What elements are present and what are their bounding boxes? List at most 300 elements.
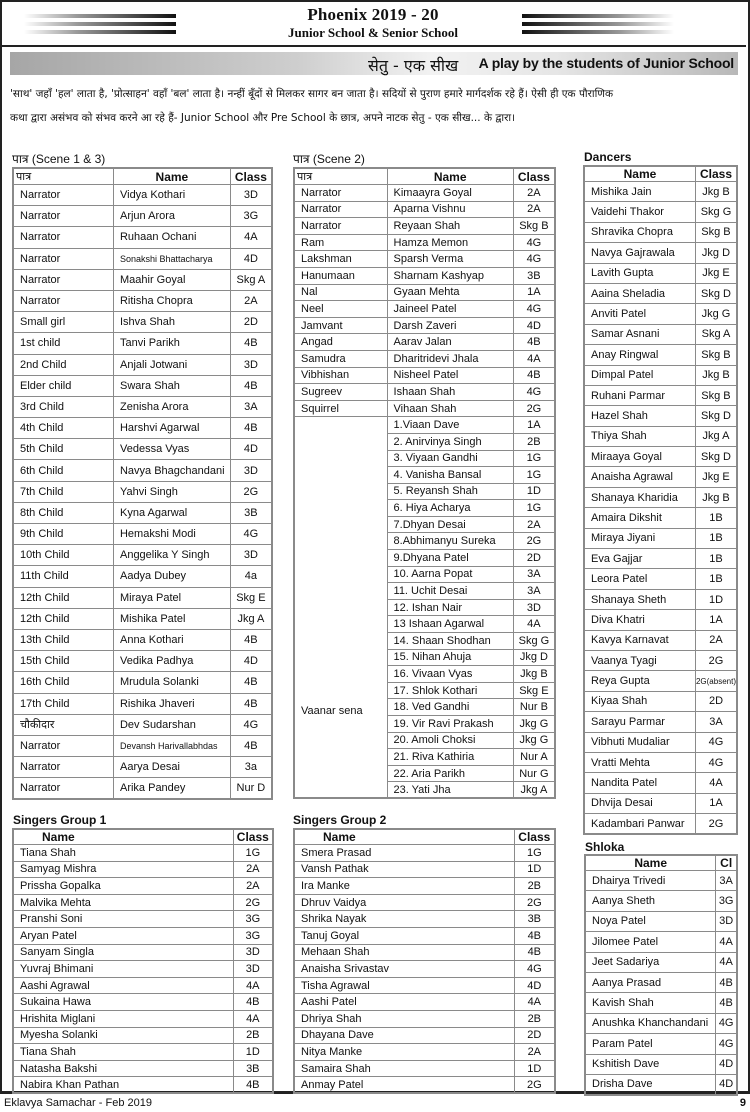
name-cell: Ishva Shah xyxy=(113,312,230,333)
singers1-title: Singers Group 1 xyxy=(13,813,107,827)
name-cell: Gyaan Mehta xyxy=(387,284,513,301)
class-cell: Skg D xyxy=(695,283,737,303)
role-cell: Hanumaan xyxy=(294,267,387,284)
name-cell: Reyaan Shah xyxy=(387,218,513,235)
name-cell: Hazel Shah xyxy=(584,406,695,426)
col-header-name: Name xyxy=(585,855,716,871)
name-cell: 11. Uchit Desai xyxy=(387,583,513,600)
table-row xyxy=(13,845,273,862)
name-cell: Tanvi Parikh xyxy=(113,333,230,354)
role-cell: 2nd Child xyxy=(13,354,113,375)
name-cell: Miraaya Goyal xyxy=(584,447,695,467)
class-cell: 2G xyxy=(513,400,555,417)
name-cell: Shravika Chopra xyxy=(584,222,695,242)
name-cell: Aparna Vishnu xyxy=(387,201,513,218)
play-tagline: A play by the students of Junior School xyxy=(478,55,734,71)
name-cell: Diva Khatri xyxy=(584,610,695,630)
class-cell: 2A xyxy=(513,201,555,218)
table-row xyxy=(13,481,272,502)
class-cell: 4B xyxy=(233,994,273,1011)
class-cell: 4D xyxy=(716,1054,737,1074)
table-row xyxy=(13,977,273,994)
class-cell: 3B xyxy=(230,502,272,523)
class-cell: 2B xyxy=(514,1010,555,1027)
table-row xyxy=(13,269,272,290)
role-cell: 11th Child xyxy=(13,566,113,587)
class-cell: 3A xyxy=(230,396,272,417)
singers2-title: Singers Group 2 xyxy=(293,813,387,827)
table-row xyxy=(294,1060,555,1077)
name-cell: Tisha Agrawal xyxy=(294,977,514,994)
name-cell: Sukaina Hawa xyxy=(13,994,233,1011)
name-cell: 21. Riva Kathiria xyxy=(387,749,513,766)
class-cell: 2B xyxy=(233,1027,273,1044)
role-cell: Narrator xyxy=(294,185,387,202)
name-cell: 14. Shaan Shodhan xyxy=(387,633,513,650)
col-header-class: Class xyxy=(230,168,272,185)
class-cell: 4D xyxy=(230,439,272,460)
masthead xyxy=(0,0,746,47)
intro-paragraph xyxy=(10,82,740,130)
name-cell: Aryan Patel xyxy=(13,927,233,944)
name-cell: Eva Gajjar xyxy=(584,549,695,569)
table-row xyxy=(13,994,273,1011)
name-cell: Malvika Mehta xyxy=(13,894,233,911)
table-row xyxy=(13,460,272,481)
table-row xyxy=(584,263,737,283)
name-cell: Drisha Dave xyxy=(585,1074,716,1094)
name-cell: Vaidehi Thakor xyxy=(584,202,695,222)
name-cell: Ruhaan Ochani xyxy=(113,227,230,248)
class-cell: 4D xyxy=(513,317,555,334)
class-cell: Skg A xyxy=(695,324,737,344)
name-cell: Sanyam Singla xyxy=(13,944,233,961)
name-cell: Kimaayra Goyal xyxy=(387,185,513,202)
table-row xyxy=(585,993,737,1013)
table-row xyxy=(294,961,555,978)
singers-group2-table xyxy=(293,828,556,1094)
table-row xyxy=(13,778,272,799)
name-cell: Yahvi Singh xyxy=(113,481,230,502)
table-row xyxy=(13,206,272,227)
table-row xyxy=(13,672,272,693)
role-cell: Narrator xyxy=(13,290,113,311)
class-cell: 2G(absent) xyxy=(695,671,737,691)
name-cell: Miraya Patel xyxy=(113,587,230,608)
class-cell: 3D xyxy=(230,545,272,566)
class-cell: 4A xyxy=(514,994,555,1011)
table-header-row xyxy=(584,166,737,182)
table-row xyxy=(13,1077,273,1094)
name-cell: Hrishita Miglani xyxy=(13,1010,233,1027)
name-cell: Lavith Gupta xyxy=(584,263,695,283)
class-cell: Skg D xyxy=(695,447,737,467)
table-row xyxy=(13,629,272,650)
table-row xyxy=(13,693,272,714)
class-cell: 2G xyxy=(695,650,737,670)
table-row xyxy=(584,752,737,772)
class-cell: Jkg D xyxy=(695,243,737,263)
table-row xyxy=(13,439,272,460)
name-cell: Darsh Zaveri xyxy=(387,317,513,334)
table-row xyxy=(294,977,555,994)
class-cell: 1G xyxy=(513,467,555,484)
name-cell: Harshvi Agarwal xyxy=(113,418,230,439)
role-cell: 9th Child xyxy=(13,524,113,545)
name-cell: Aarya Desai xyxy=(113,757,230,778)
name-cell: Arjun Arora xyxy=(113,206,230,227)
class-cell: Jkg A xyxy=(513,782,555,799)
class-cell: 2B xyxy=(513,433,555,450)
class-cell: 3G xyxy=(233,927,273,944)
class-cell: 2G xyxy=(514,894,555,911)
name-cell: Aanya Prasad xyxy=(585,972,716,992)
class-cell: 3A xyxy=(695,712,737,732)
table-row xyxy=(13,587,272,608)
name-cell: Anushka Khanchandani xyxy=(585,1013,716,1033)
class-cell: 4G xyxy=(230,524,272,545)
table-row xyxy=(584,243,737,263)
name-cell: Kyna Agarwal xyxy=(113,502,230,523)
class-cell: Jkg B xyxy=(695,182,737,202)
col-header-role: पात्र xyxy=(294,168,387,185)
name-cell: Aashi Agrawal xyxy=(13,977,233,994)
shloka-title: Shloka xyxy=(585,840,625,854)
class-cell: 2A xyxy=(695,630,737,650)
class-cell: 2A xyxy=(233,861,273,878)
role-cell: चौकीदार xyxy=(13,714,113,735)
class-cell: 3G xyxy=(230,206,272,227)
name-cell: Jeet Sadariya xyxy=(585,952,716,972)
name-cell: Dhairya Trivedi xyxy=(585,871,716,891)
table-row xyxy=(294,234,555,251)
name-cell: Prissha Gopalka xyxy=(13,878,233,895)
table-row xyxy=(13,1044,273,1061)
class-cell: Jkg G xyxy=(695,304,737,324)
name-cell: Jilomee Patel xyxy=(585,932,716,952)
table-row xyxy=(294,284,555,301)
class-cell: 4B xyxy=(230,375,272,396)
singers-group1-table xyxy=(12,828,274,1094)
table-row xyxy=(585,891,737,911)
page-number: 9 xyxy=(739,1097,746,1109)
table-row xyxy=(584,283,737,303)
role-cell: 8th Child xyxy=(13,502,113,523)
table-row xyxy=(13,502,272,523)
name-cell: Ishaan Shah xyxy=(387,384,513,401)
role-cell: 17th Child xyxy=(13,693,113,714)
class-cell: 2G xyxy=(695,814,737,834)
name-cell: 9.Dhyana Patel xyxy=(387,550,513,567)
name-cell: Anjali Jotwani xyxy=(113,354,230,375)
table-row xyxy=(13,354,272,375)
name-cell: Dhruv Vaidya xyxy=(294,894,514,911)
col-header-name: Name xyxy=(387,168,513,185)
name-cell: Aadya Dubey xyxy=(113,566,230,587)
name-cell: Dimpal Patel xyxy=(584,365,695,385)
table-row xyxy=(584,610,737,630)
table-header-row xyxy=(13,168,272,185)
name-cell: Kavish Shah xyxy=(585,993,716,1013)
class-cell: Skg G xyxy=(513,633,555,650)
name-cell: Vibhuti Mudaliar xyxy=(584,732,695,752)
class-cell: 3G xyxy=(233,911,273,928)
class-cell: 4G xyxy=(695,752,737,772)
class-cell: Jkg G xyxy=(513,732,555,749)
col-header-name: Name xyxy=(584,166,695,182)
role-cell: 3rd Child xyxy=(13,396,113,417)
name-cell: 10. Aarna Popat xyxy=(387,566,513,583)
table-row xyxy=(294,417,555,434)
role-cell: 5th Child xyxy=(13,439,113,460)
table-row xyxy=(294,994,555,1011)
class-cell: 2A xyxy=(514,1044,555,1061)
table-row xyxy=(584,182,737,202)
class-cell: 3B xyxy=(513,267,555,284)
class-cell: Jkg D xyxy=(513,649,555,666)
name-cell: Nabira Khan Pathan xyxy=(13,1077,233,1094)
name-cell: 17. Shlok Kothari xyxy=(387,682,513,699)
table-row xyxy=(294,301,555,318)
name-cell: Anmay Patel xyxy=(294,1077,514,1094)
name-cell: Samar Asnani xyxy=(584,324,695,344)
name-cell: Anggelika Y Singh xyxy=(113,545,230,566)
class-cell: 1D xyxy=(233,1044,273,1061)
class-cell: 1G xyxy=(233,845,273,862)
table-row xyxy=(13,861,273,878)
table-row xyxy=(584,589,737,609)
role-cell: Narrator xyxy=(13,778,113,799)
name-cell: 4. Vanisha Bansal xyxy=(387,467,513,484)
name-cell: Kiyaa Shah xyxy=(584,691,695,711)
name-cell: Leora Patel xyxy=(584,569,695,589)
table-row xyxy=(585,871,737,891)
name-cell: 19. Vir Ravi Prakash xyxy=(387,716,513,733)
role-cell: 7th Child xyxy=(13,481,113,502)
table-row xyxy=(585,1074,737,1094)
role-cell: Narrator xyxy=(13,757,113,778)
role-cell: Neel xyxy=(294,301,387,318)
table-row xyxy=(584,528,737,548)
name-cell: Dhvija Desai xyxy=(584,793,695,813)
class-cell: 4B xyxy=(230,333,272,354)
class-cell: 4B xyxy=(514,944,555,961)
class-cell: 3D xyxy=(230,354,272,375)
name-cell: Myesha Solanki xyxy=(13,1027,233,1044)
class-cell: 4a xyxy=(230,566,272,587)
class-cell: 4B xyxy=(513,367,555,384)
class-cell: Jkg A xyxy=(230,608,272,629)
name-cell: Mrudula Solanki xyxy=(113,672,230,693)
table-row xyxy=(13,566,272,587)
col-header-name: Name xyxy=(113,168,230,185)
class-cell: 1D xyxy=(514,861,555,878)
name-cell: Hamza Memon xyxy=(387,234,513,251)
col-header-class: Cl xyxy=(716,855,737,871)
table-row xyxy=(584,691,737,711)
class-cell: 4A xyxy=(233,977,273,994)
name-cell: Dhriya Shah xyxy=(294,1010,514,1027)
role-cell: 13th Child xyxy=(13,629,113,650)
table-row xyxy=(585,1054,737,1074)
name-cell: 7.Dhyan Desai xyxy=(387,516,513,533)
name-cell: Natasha Bakshi xyxy=(13,1060,233,1077)
table-row xyxy=(584,650,737,670)
role-cell: 4th Child xyxy=(13,418,113,439)
class-cell: 3D xyxy=(513,599,555,616)
class-cell: 2A xyxy=(513,516,555,533)
class-cell: Nur B xyxy=(513,699,555,716)
scene2-title: पात्र (Scene 2) xyxy=(293,152,365,166)
class-cell: Jkg G xyxy=(513,716,555,733)
class-cell: Jkg E xyxy=(695,467,737,487)
table-row xyxy=(294,317,555,334)
table-row xyxy=(13,418,272,439)
class-cell: 3a xyxy=(230,757,272,778)
class-cell: Skg B xyxy=(695,345,737,365)
table-row xyxy=(13,185,272,206)
class-cell: 4G xyxy=(513,384,555,401)
class-cell: 4B xyxy=(716,972,737,992)
name-cell: Miraya Jiyani xyxy=(584,528,695,548)
name-cell: Vedika Padhya xyxy=(113,651,230,672)
class-cell: 4G xyxy=(716,1034,737,1054)
name-cell: Nisheel Patel xyxy=(387,367,513,384)
table-row xyxy=(13,735,272,756)
class-cell: Jkg B xyxy=(695,365,737,385)
class-cell: 2B xyxy=(514,878,555,895)
class-cell: 4A xyxy=(716,952,737,972)
name-cell: Anna Kothari xyxy=(113,629,230,650)
class-cell: 1B xyxy=(695,549,737,569)
class-cell: 4D xyxy=(716,1074,737,1094)
name-cell: Dharitridevi Jhala xyxy=(387,350,513,367)
name-cell: Shanaya Sheth xyxy=(584,589,695,609)
class-cell: 3D xyxy=(233,944,273,961)
role-cell: 12th Child xyxy=(13,587,113,608)
play-title-hindi: सेतु - एक सीख xyxy=(368,56,459,75)
name-cell: Sarayu Parmar xyxy=(584,712,695,732)
scene13-cast-table xyxy=(12,167,273,800)
role-cell: Narrator xyxy=(294,201,387,218)
name-cell: Samyag Mishra xyxy=(13,861,233,878)
table-row xyxy=(294,927,555,944)
name-cell: 8.Abhimanyu Sureka xyxy=(387,533,513,550)
name-cell: Sonakshi Bhattacharya xyxy=(113,248,230,269)
name-cell: 15. Nihan Ahuja xyxy=(387,649,513,666)
name-cell: 1.Viaan Dave xyxy=(387,417,513,434)
class-cell: 2A xyxy=(233,878,273,895)
col-header-class: Class xyxy=(695,166,737,182)
col-header-class: Class xyxy=(514,829,555,845)
name-cell: Vihaan Shah xyxy=(387,400,513,417)
table-row xyxy=(13,944,273,961)
table-row xyxy=(294,251,555,268)
class-cell: 4G xyxy=(695,732,737,752)
name-cell: 13 Ishaan Agarwal xyxy=(387,616,513,633)
name-cell: Param Patel xyxy=(585,1034,716,1054)
shloka-table xyxy=(584,854,738,1096)
class-cell: 2D xyxy=(695,691,737,711)
name-cell: Ritisha Chopra xyxy=(113,290,230,311)
name-cell: Kadambari Panwar xyxy=(584,814,695,834)
role-cell: 6th Child xyxy=(13,460,113,481)
table-row xyxy=(13,878,273,895)
name-cell: Vidya Kothari xyxy=(113,185,230,206)
table-row xyxy=(584,671,737,691)
role-cell: Small girl xyxy=(13,312,113,333)
name-cell: Aashi Patel xyxy=(294,994,514,1011)
name-cell: 18. Ved Gandhi xyxy=(387,699,513,716)
name-cell: Aarav Jalan xyxy=(387,334,513,351)
class-cell: 2G xyxy=(233,894,273,911)
class-cell: 4D xyxy=(514,977,555,994)
class-cell: 3B xyxy=(514,911,555,928)
name-cell: Tiana Shah xyxy=(13,845,233,862)
name-cell: 2. Anirvinya Singh xyxy=(387,433,513,450)
table-row xyxy=(584,345,737,365)
table-row xyxy=(584,630,737,650)
name-cell: 3. Viyaan Gandhi xyxy=(387,450,513,467)
class-cell: 4B xyxy=(230,418,272,439)
name-cell: Anaisha Srivastav xyxy=(294,961,514,978)
class-cell: Skg B xyxy=(695,385,737,405)
table-row xyxy=(584,222,737,242)
name-cell: Yuvraj Bhimani xyxy=(13,961,233,978)
class-cell: Jkg B xyxy=(695,487,737,507)
table-row xyxy=(294,911,555,928)
name-cell: Tanuj Goyal xyxy=(294,927,514,944)
class-cell: 4A xyxy=(695,773,737,793)
class-cell: Jkg B xyxy=(513,666,555,683)
name-cell: Swara Shah xyxy=(113,375,230,396)
class-cell: 1B xyxy=(695,569,737,589)
name-cell: Anay Ringwal xyxy=(584,345,695,365)
role-cell: Angad xyxy=(294,334,387,351)
name-cell: Kavya Karnavat xyxy=(584,630,695,650)
class-cell: 4B xyxy=(514,927,555,944)
role-cell: Lakshman xyxy=(294,251,387,268)
name-cell: Ruhani Parmar xyxy=(584,385,695,405)
role-cell-vaanar-sena: Vaanar sena xyxy=(294,417,387,799)
table-header-row xyxy=(294,168,555,185)
class-cell: 3D xyxy=(230,185,272,206)
table-row xyxy=(584,712,737,732)
name-cell: 5. Reyansh Shah xyxy=(387,483,513,500)
class-cell: 1B xyxy=(695,508,737,528)
class-cell: 3D xyxy=(230,460,272,481)
class-cell: Skg B xyxy=(695,222,737,242)
name-cell: Ira Manke xyxy=(294,878,514,895)
table-row xyxy=(13,608,272,629)
role-cell: Elder child xyxy=(13,375,113,396)
name-cell: Zenisha Arora xyxy=(113,396,230,417)
class-cell: Skg G xyxy=(695,202,737,222)
class-cell: 3D xyxy=(716,911,737,931)
class-cell: 2D xyxy=(230,312,272,333)
name-cell: 12. Ishan Nair xyxy=(387,599,513,616)
table-row xyxy=(584,202,737,222)
table-row xyxy=(294,384,555,401)
table-row xyxy=(294,267,555,284)
table-row xyxy=(294,944,555,961)
class-cell: 4G xyxy=(514,961,555,978)
name-cell: Vratti Mehta xyxy=(584,752,695,772)
scene13-title: पात्र (Scene 1 & 3) xyxy=(12,152,106,166)
class-cell: 1D xyxy=(695,589,737,609)
class-cell: Skg B xyxy=(513,218,555,235)
table-row xyxy=(294,185,555,202)
